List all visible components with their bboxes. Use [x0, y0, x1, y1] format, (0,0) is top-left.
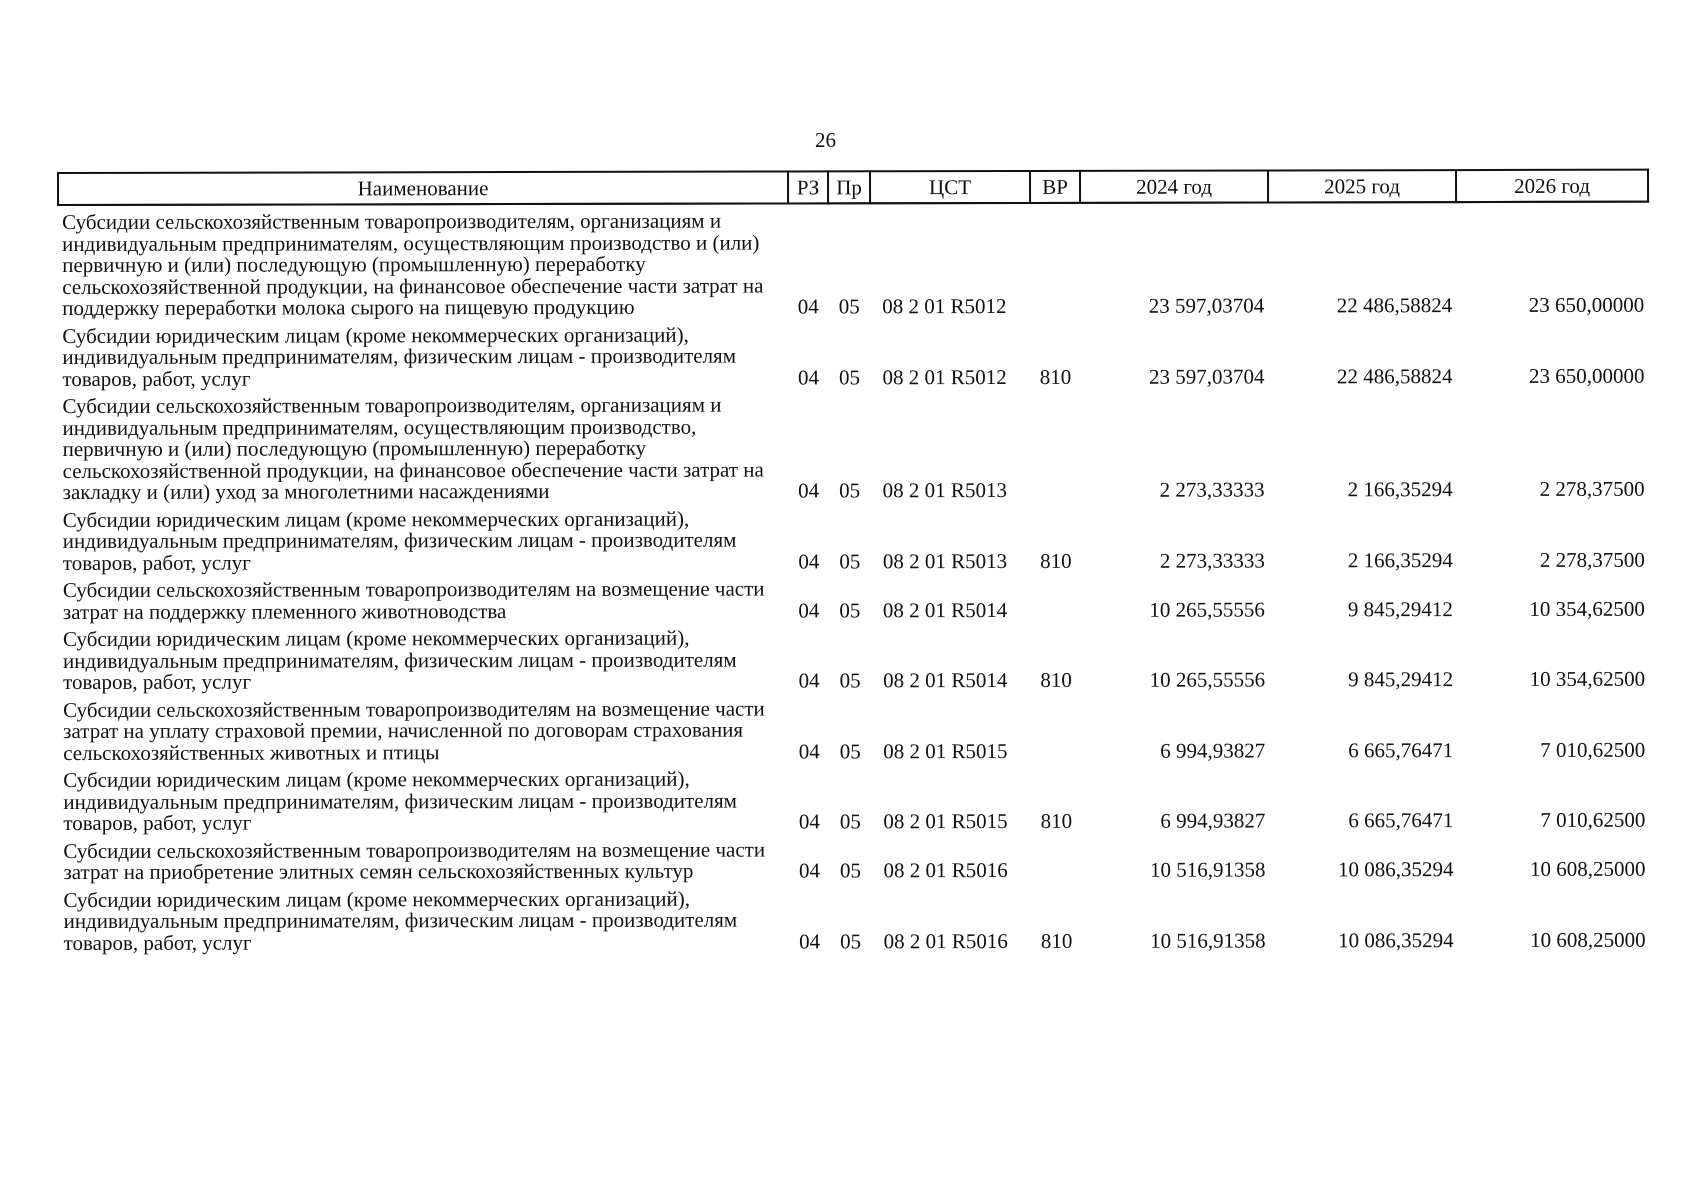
row-2024: 10 516,91358 — [1149, 857, 1266, 882]
row-2024: 2 273,33333 — [1159, 547, 1265, 573]
row-vr — [1031, 835, 1081, 884]
row-2026: 23 650,00000 — [1528, 363, 1645, 388]
row-2024: 23 597,03704 — [1148, 293, 1265, 318]
row-pr: 05 — [838, 364, 860, 389]
table-row — [59, 883, 1649, 957]
table-row — [58, 319, 1648, 393]
row-2025: 10 086,35294 — [1337, 857, 1454, 882]
row-name: Субсидии юридическим лицам (кроме некоммерческих организаций), индивидуальным предпринимателям, физическим лицам - производителям товаров, работ, услуг — [62, 625, 737, 694]
row-2025: 10 086,35294 — [1338, 927, 1454, 952]
row-vr: 810 — [1040, 667, 1072, 692]
row-vr: 810 — [1039, 364, 1072, 389]
row-rz: 04 — [798, 478, 820, 503]
table-row — [59, 764, 1649, 838]
table-row — [59, 623, 1649, 697]
row-cst: 08 2 01 R5016 — [883, 858, 1008, 883]
row-2025: 6 665,76471 — [1348, 808, 1454, 833]
row-2025: 22 486,58824 — [1336, 293, 1453, 318]
row-name: Субсидии сельскохозяйственным товаропроизводителям на возмещение части затрат на уплату страховой премии, начисленной по договорам страхования сельскохозяйственных животных и птицы — [63, 696, 765, 765]
row-2025: 6 665,76471 — [1348, 737, 1454, 762]
table-row — [59, 574, 1649, 626]
page-number: 26 — [815, 128, 836, 152]
header-cst: ЦСТ — [870, 171, 1030, 203]
row-2026: 7 010,62500 — [1540, 737, 1646, 762]
row-rz: 04 — [798, 597, 820, 622]
header-pr: Пр — [828, 171, 870, 203]
table-row — [59, 503, 1649, 577]
row-cst: 08 2 01 R5014 — [883, 668, 1008, 693]
row-name: Субсидии сельскохозяйственным товаропроизводителям, организациям и индивидуальным предпринимателям, осуществляющим производство и (или) первичную и (или) последующую (промышленную) переработку сельскохозяйственной продукции, на финансовое обеспечение части затрат на поддержку переработки молока сырого на пищевую продукцию — [62, 208, 764, 320]
row-2025: 2 166,35294 — [1347, 547, 1453, 572]
row-2025: 2 166,35294 — [1347, 477, 1453, 502]
row-2026: 10 354,62500 — [1529, 596, 1645, 621]
row-cst: 08 2 01 R5014 — [882, 597, 1008, 622]
row-cst: 08 2 01 R5012 — [882, 294, 1007, 319]
row-2024: 6 994,93827 — [1160, 808, 1266, 833]
row-pr: 05 — [839, 597, 861, 622]
row-2026: 2 278,37500 — [1539, 547, 1645, 572]
header-vr: ВР — [1030, 171, 1080, 203]
row-2024: 10 516,91358 — [1150, 927, 1266, 953]
row-name: Субсидии сельскохозяйственным товаропроизводителям на возмещение части затрат на приобретение элитных семян сельскохозяйственных культур — [63, 837, 766, 884]
row-cst: 08 2 01 R5013 — [882, 548, 1008, 573]
row-2026: 7 010,62500 — [1540, 807, 1646, 832]
row-2026: 2 278,37500 — [1539, 476, 1645, 501]
row-rz: 04 — [798, 809, 820, 834]
row-2024: 6 994,93827 — [1160, 737, 1266, 763]
row-pr: 05 — [839, 858, 861, 883]
header-name: Наименование — [58, 171, 788, 205]
row-cst: 08 2 01 R5012 — [882, 364, 1007, 389]
header-rz: РЗ — [788, 171, 828, 203]
row-2025: 22 486,58824 — [1336, 363, 1453, 388]
header-2024: 2024 год — [1080, 170, 1268, 202]
row-2026: 23 650,00000 — [1528, 292, 1645, 317]
row-cst: 08 2 01 R5016 — [883, 928, 1008, 953]
row-vr — [1031, 575, 1081, 624]
row-vr: 810 — [1040, 928, 1073, 953]
row-pr: 05 — [838, 294, 860, 319]
row-rz: 04 — [798, 738, 820, 763]
row-2024: 2 273,33333 — [1159, 477, 1265, 502]
table-row — [59, 834, 1649, 886]
budget-table — [57, 169, 1651, 957]
row-2024: 23 597,03704 — [1148, 363, 1265, 389]
row-rz: 04 — [798, 548, 820, 573]
row-cst: 08 2 01 R5015 — [883, 809, 1008, 834]
table-row — [58, 390, 1648, 507]
row-name: Субсидии сельскохозяйственным товаропроизводителям, организациям и индивидуальным предпринимателям, осуществляющим производство, первичную и (или) последующую (промышленную) переработку сельскохозяйственной продукции, на финансовое обеспечение части затрат на закладку и (или) уход за многолетними насаждениями — [62, 392, 764, 504]
row-cst: 08 2 01 R5013 — [882, 478, 1007, 503]
row-2026: 10 608,25000 — [1529, 856, 1646, 881]
row-vr — [1030, 391, 1080, 505]
row-pr: 05 — [839, 668, 861, 693]
row-pr: 05 — [839, 478, 861, 503]
row-2025: 9 845,29412 — [1348, 667, 1454, 692]
row-rz: 04 — [798, 668, 820, 693]
header-2026: 2026 год — [1456, 170, 1648, 202]
row-2026: 10 354,62500 — [1529, 666, 1646, 691]
row-vr — [1030, 203, 1080, 321]
row-pr: 05 — [840, 928, 862, 953]
table-row — [58, 202, 1648, 323]
row-pr: 05 — [839, 809, 861, 834]
row-name: Субсидии юридическим лицам (кроме некоммерческих организаций), индивидуальным предпринимателям, физическим лицам - производителям товаров, работ, услуг — [63, 886, 738, 955]
row-name: Субсидии юридическим лицам (кроме некоммерческих организаций), индивидуальным предпринимателям, физическим лицам - производителям товаров, работ, услуг — [62, 506, 737, 575]
row-2026: 10 608,25000 — [1530, 927, 1646, 952]
row-pr: 05 — [839, 548, 861, 573]
row-rz: 04 — [797, 294, 819, 319]
row-vr: 810 — [1040, 808, 1073, 833]
row-2024: 10 265,55556 — [1149, 596, 1265, 622]
row-rz: 04 — [797, 364, 819, 389]
row-2025: 9 845,29412 — [1347, 596, 1453, 621]
row-rz: 04 — [799, 928, 821, 953]
row-cst: 08 2 01 R5015 — [883, 738, 1008, 763]
row-name: Субсидии юридическим лицам (кроме некоммерческих организаций), индивидуальным предпринимателям, физическим лицам - производителям товаров, работ, услуг — [63, 766, 737, 835]
row-pr: 05 — [839, 738, 861, 763]
row-vr: 810 — [1040, 548, 1072, 573]
row-2024: 10 265,55556 — [1149, 667, 1266, 692]
row-name: Субсидии юридическим лицам (кроме некоммерческих организаций), индивидуальным предпринимателям, физическим лицам - производителям товаров, работ, услуг — [62, 322, 737, 391]
table-header-row — [58, 170, 1648, 205]
row-vr — [1031, 694, 1081, 765]
header-2025: 2025 год — [1268, 170, 1456, 202]
table-row — [59, 693, 1649, 767]
row-name: Субсидии сельскохозяйственным товаропроизводителям на возмещение части затрат на поддержку племенного животноводства — [62, 576, 765, 624]
row-rz: 04 — [798, 858, 820, 883]
